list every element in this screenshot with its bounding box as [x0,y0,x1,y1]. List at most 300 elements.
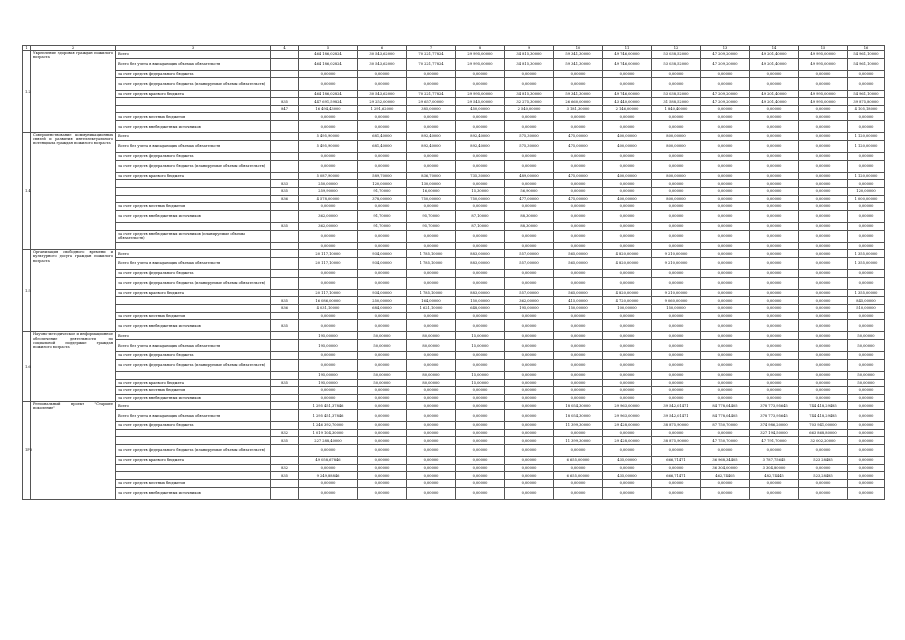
amount-cell: 750,00000 [456,195,505,203]
amount-cell: 0,00000 [652,379,701,387]
amount-cell: 800,00000 [652,140,701,152]
amount-cell: 0,00000 [750,340,799,352]
amount-cell: 29 995,00000 [456,90,505,98]
amount-cell: 892,40000 [407,133,456,141]
amount-cell: 0,00000 [799,372,848,380]
amount-cell: 0,00000 [554,359,603,371]
amount-cell: 0,00000 [750,222,799,230]
amount-cell: 15,00000 [456,332,505,340]
amount-cell: 0,00000 [652,78,701,90]
amount-cell: 0,00000 [701,270,750,278]
amount-cell: 1 785,10000 [407,250,456,258]
amount-cell: 0,00000 [701,133,750,141]
section-index-cell: 1.4 [23,133,31,250]
amount-cell: 0,00000 [358,409,407,421]
amount-cell: 0,00000 [848,153,885,161]
funding-source-cell: за счет средств краевого бюджета [116,379,271,387]
amount-cell: 0,00000 [652,277,701,289]
funding-source-cell: за счет средств краевого бюджета [116,90,271,98]
amount-cell: 0,00000 [750,230,799,242]
amount-cell: 0,00000 [750,320,799,332]
amount-cell: 0,00000 [652,153,701,161]
amount-cell: 0,00000 [750,242,799,250]
amount-cell: 0,00000 [456,402,505,410]
budget-code-cell [271,121,299,133]
amount-cell: 0,00000 [554,180,603,188]
amount-cell: 800,00000 [652,133,701,141]
amount-cell: 250,00000 [299,180,358,188]
amount-cell: 735,30000 [456,172,505,180]
table-row [23,203,885,211]
funding-source-cell: за счет средств краевого бюджета [116,172,271,180]
section-name-cell: Совершенствование коммуникационных связей и развития интеллектуального потенциала граждан пожилого возраста [31,133,116,250]
amount-cell: 0,00000 [358,487,407,499]
amount-cell: 565,00000 [554,250,603,258]
amount-cell: 0,00000 [554,113,603,121]
amount-cell: 0,00000 [603,222,652,230]
budget-code-cell [271,402,299,410]
amount-cell: 1 120,00000 [848,140,885,152]
amount-cell: 2 146,00000 [603,105,652,113]
amount-cell: 883,00000 [456,289,505,297]
amount-cell: 464 186,02824 [299,90,358,98]
amount-cell: 934,00000 [358,250,407,258]
amount-cell: 0,00000 [652,203,701,211]
amount-cell: 0,00000 [750,359,799,371]
funding-source-cell: Всего без учета в выпадающих объемах обязательств [116,257,271,269]
amount-cell: 0,00000 [701,429,750,437]
amount-cell: 0,00000 [505,121,554,133]
funding-source-cell: за счет средств федерального бюджета [116,422,271,430]
amount-cell: 0,00000 [358,422,407,430]
amount-cell: 0,00000 [554,320,603,332]
budget-code-cell [271,172,299,180]
funding-source-cell: за счет средств внебюджетных источников [116,121,271,133]
funding-source-cell: за счет средств местных бюджетов [116,312,271,320]
amount-cell: 0,00000 [701,289,750,297]
amount-cell: 0,00000 [358,394,407,402]
amount-cell: 0,00000 [799,250,848,258]
amount-cell: 1 785,10000 [407,289,456,297]
budget-code-cell [271,160,299,172]
amount-cell: 0,00000 [799,479,848,487]
section-index-cell: 1.5 [23,250,31,332]
amount-cell: 415,00000 [554,297,603,305]
amount-cell: 0,00000 [407,387,456,395]
amount-cell: 0,00000 [456,180,505,188]
amount-cell: 49 201,40000 [750,90,799,98]
amount-cell: 0,00000 [299,387,358,395]
budget-code-cell [271,487,299,499]
table-row [23,250,885,258]
amount-cell: 565,00000 [554,257,603,269]
amount-cell: 0,00000 [407,121,456,133]
amount-cell: 0,00000 [799,332,848,340]
amount-cell: 88,30000 [505,222,554,230]
amount-cell: 0,00000 [456,472,505,480]
amount-cell: 0,00000 [505,320,554,332]
budget-code-cell: 836 [271,195,299,203]
amount-cell: 0,00000 [456,242,505,250]
amount-cell: 0,00000 [750,160,799,172]
amount-cell: 0,00000 [652,222,701,230]
amount-cell: 0,00000 [554,340,603,352]
amount-cell: 47 791,70000 [750,437,799,445]
amount-cell: 0,00000 [750,78,799,90]
budget-code-cell [271,90,299,98]
amount-cell: 0,00000 [603,242,652,250]
amount-cell: 0,00000 [358,242,407,250]
amount-cell: 50,00000 [848,340,885,352]
amount-cell: 0,00000 [799,121,848,133]
amount-cell: 0,00000 [652,312,701,320]
amount-cell: 0,00000 [407,479,456,487]
amount-cell: 70 221,77824 [407,58,456,70]
amount-cell: 0,00000 [603,320,652,332]
table-row [23,379,885,387]
amount-cell: 0,00000 [750,352,799,360]
amount-cell: 0,00000 [358,464,407,472]
amount-cell: 0,00000 [358,312,407,320]
amount-cell: 84 778,04405 [701,409,750,421]
funding-source-cell [116,372,271,380]
amount-cell: 0,00000 [848,78,885,90]
amount-cell: 0,00000 [799,172,848,180]
budget-code-cell [271,242,299,250]
amount-cell: 0,00000 [701,121,750,133]
amount-cell: 0,00000 [407,464,456,472]
amount-cell: 1 355,00000 [848,257,885,269]
amount-cell: 259,90000 [299,187,358,195]
amount-cell: 0,00000 [701,153,750,161]
funding-source-cell [116,98,271,106]
amount-cell: 0,00000 [505,379,554,387]
amount-cell: 557,00000 [505,289,554,297]
column-number-cell: 6 [358,46,407,51]
amount-cell: 0,00000 [848,352,885,360]
column-number-cell: 11 [603,46,652,51]
amount-cell: 0,00000 [358,277,407,289]
amount-cell: 0,00000 [505,352,554,360]
amount-cell: 892,40000 [407,140,456,152]
budget-code-cell [271,210,299,222]
amount-cell: 0,00000 [603,180,652,188]
budget-code-cell [271,133,299,141]
amount-cell: 0,00000 [848,409,885,421]
amount-cell: 0,00000 [505,487,554,499]
amount-cell: 9 210,00000 [652,289,701,297]
amount-cell: 49 746,00000 [603,51,652,59]
amount-cell: 477,00000 [505,195,554,203]
amount-cell: 0,00000 [603,387,652,395]
budget-code-cell: 835 [271,320,299,332]
amount-cell: 5 495,90000 [299,140,358,152]
budget-code-cell [271,409,299,421]
amount-cell: 0,00000 [799,203,848,211]
amount-cell: 0,00000 [554,479,603,487]
table-row [23,230,885,242]
amount-cell: 0,00000 [701,160,750,172]
table-row [23,372,885,380]
amount-cell: 59 341,30000 [554,51,603,59]
amount-cell: 0,00000 [750,289,799,297]
amount-cell: 34 815,30000 [505,58,554,70]
amount-cell: 385,00000 [407,105,456,113]
amount-cell: 0,00000 [701,222,750,230]
amount-cell: 59 341,30000 [554,58,603,70]
amount-cell: 0,00000 [505,270,554,278]
amount-cell: 9 210,00000 [652,257,701,269]
funding-source-cell: за счет средств местных бюджетов [116,203,271,211]
amount-cell: 15,00000 [456,340,505,352]
amount-cell: 0,00000 [799,153,848,161]
amount-cell: 4 720,00000 [603,297,652,305]
amount-cell: 50,00000 [358,340,407,352]
amount-cell: 0,00000 [652,429,701,437]
amount-cell: 362,00000 [505,297,554,305]
amount-cell: 800,00000 [652,195,701,203]
amount-cell: 1 295 451,37846 [299,402,358,410]
amount-cell: 0,00000 [652,352,701,360]
amount-cell: 0,00000 [603,352,652,360]
amount-cell: 0,00000 [603,359,652,371]
amount-cell: 47 209,20000 [701,51,750,59]
budget-code-cell [271,153,299,161]
amount-cell: 0,00000 [799,289,848,297]
amount-cell: 50,00000 [848,332,885,340]
amount-cell: 0,00000 [652,230,701,242]
amount-cell: 3 304,80000 [750,464,799,472]
amount-cell: 88,30000 [505,210,554,222]
amount-cell: 447 691,59824 [299,98,358,106]
amount-cell: 482,74445 [750,472,799,480]
amount-cell: 744 418,29485 [799,409,848,421]
amount-cell: 0,00000 [603,121,652,133]
amount-cell: 0,00000 [603,153,652,161]
section-name-cell: Организация свободного времени и культурного досуга граждан пожилого возраста [31,250,116,332]
amount-cell: 0,00000 [456,230,505,242]
amount-cell: 0,00000 [652,487,701,499]
amount-cell: 703 941,00000 [799,422,848,430]
amount-cell: 0,00000 [848,464,885,472]
amount-cell: 0,00000 [407,70,456,78]
amount-cell: 91,70000 [358,210,407,222]
amount-cell: 0,00000 [701,332,750,340]
amount-cell: 0,00000 [799,187,848,195]
budget-code-cell: 847 [271,105,299,113]
amount-cell: 0,00000 [456,160,505,172]
amount-cell: 0,00000 [554,153,603,161]
amount-cell: 681,40000 [358,140,407,152]
amount-cell: 0,00000 [358,121,407,133]
amount-cell: 26 660,00000 [554,98,603,106]
amount-cell: 362,00000 [299,222,358,230]
table-row [23,312,885,320]
amount-cell: 0,00000 [358,479,407,487]
amount-cell: 0,00000 [799,105,848,113]
funding-source-cell [116,195,271,203]
table-row [23,332,885,340]
column-number-cell: 3 [116,46,271,51]
amount-cell: 9 210,00000 [652,250,701,258]
amount-cell: 0,00000 [750,394,799,402]
funding-source-cell [116,305,271,313]
amount-cell: 0,00000 [505,402,554,410]
amount-cell: 0,00000 [701,195,750,203]
amount-cell: 29 428,00000 [603,437,652,445]
amount-cell: 800,00000 [652,172,701,180]
amount-cell: 0,00000 [554,230,603,242]
amount-cell: 378 773,95645 [750,409,799,421]
amount-cell: 0,00000 [750,270,799,278]
amount-cell: 0,00000 [701,305,750,313]
amount-cell: 18 054,30000 [554,409,603,421]
column-number-cell: 1 [23,46,31,51]
amount-cell: 0,00000 [603,394,652,402]
amount-cell: 3 181,30000 [554,105,603,113]
table-row [23,320,885,332]
amount-cell: 0,00000 [701,140,750,152]
amount-cell: 1 840,40000 [652,105,701,113]
amount-cell: 362,00000 [299,210,358,222]
amount-cell: 0,00000 [407,457,456,465]
amount-cell: 0,00000 [299,242,358,250]
budget-code-cell [271,257,299,269]
amount-cell: 49 995,00000 [799,98,848,106]
amount-cell: 50,00000 [358,379,407,387]
amount-cell: 0,00000 [701,187,750,195]
amount-cell: 1 355,00000 [848,250,885,258]
amount-cell: 489,00000 [505,172,554,180]
amount-cell: 0,00000 [603,187,652,195]
amount-cell: 0,00000 [701,105,750,113]
amount-cell: 43 440,00000 [603,98,652,106]
amount-cell: 0,00000 [358,444,407,456]
amount-cell: 0,00000 [456,394,505,402]
amount-cell: 0,00000 [701,379,750,387]
amount-cell: 0,00000 [848,479,885,487]
amount-cell: 744 418,29485 [799,402,848,410]
amount-cell: 0,00000 [799,133,848,141]
amount-cell: 934,00000 [358,257,407,269]
amount-cell: 400,00000 [603,133,652,141]
amount-cell: 0,00000 [750,372,799,380]
amount-cell: 0,00000 [799,257,848,269]
amount-cell: 0,00000 [603,464,652,472]
amount-cell: 0,00000 [456,422,505,430]
amount-cell: 0,00000 [750,187,799,195]
table-body [23,46,885,500]
amount-cell: 0,00000 [750,203,799,211]
amount-cell: 0,00000 [848,422,885,430]
amount-cell: 0,00000 [701,210,750,222]
table-row [23,305,885,313]
amount-cell: 130,00000 [407,180,456,188]
amount-cell: 0,00000 [701,70,750,78]
funding-source-cell: за счет средств федерального бюджета (планируемые объемы обязательств) [116,444,271,456]
amount-cell: 0,00000 [799,210,848,222]
funding-source-cell [116,464,271,472]
amount-cell: 0,00000 [554,429,603,437]
amount-cell: 0,00000 [299,270,358,278]
amount-cell: 1 291,62000 [358,105,407,113]
amount-cell: 0,00000 [799,387,848,395]
amount-cell: 0,00000 [848,270,885,278]
amount-cell: 36 968,34405 [701,457,750,465]
amount-cell: 16 494,43000 [299,105,358,113]
amount-cell: 34 815,30000 [505,90,554,98]
amount-cell: 0,00000 [701,78,750,90]
budget-code-cell [271,58,299,70]
amount-cell: 0,00000 [456,409,505,421]
amount-cell: 0,00000 [701,277,750,289]
amount-cell: 0,00000 [505,113,554,121]
amount-cell: 80,00000 [407,379,456,387]
amount-cell: 883,00000 [456,250,505,258]
amount-cell: 150,00000 [554,305,603,313]
amount-cell: 0,00000 [603,429,652,437]
table-row [23,70,885,78]
amount-cell: 0,00000 [652,270,701,278]
amount-cell: 32 275,30000 [505,98,554,106]
amount-cell: 1 000,00000 [848,195,885,203]
table-row [23,444,885,456]
table-row [23,472,885,480]
amount-cell: 36 304,00000 [701,464,750,472]
funding-source-cell: Всего без учета в выпадающих объемах обязательств [116,409,271,421]
amount-cell: 435,00000 [603,457,652,465]
table-row [23,113,885,121]
table-row [23,457,885,465]
amount-cell: 0,00000 [299,230,358,242]
amount-cell: 0,00000 [848,359,885,371]
column-number-cell: 5 [299,46,358,51]
amount-cell: 0,00000 [456,121,505,133]
amount-cell: 0,00000 [299,359,358,371]
amount-cell: 59 341,30000 [554,90,603,98]
amount-cell: 54 961,10000 [848,51,885,59]
amount-cell: 0,00000 [358,230,407,242]
amount-cell: 0,00000 [358,402,407,410]
amount-cell: 195,00000 [299,372,358,380]
funding-source-cell [116,429,271,437]
amount-cell: 120,00000 [848,187,885,195]
amount-cell: 0,00000 [358,78,407,90]
amount-cell: 70 221,77824 [407,51,456,59]
amount-cell: 0,00000 [799,160,848,172]
amount-cell: 400,00000 [603,140,652,152]
funding-source-cell: за счет средств федерального бюджета (планируемые объемы обязательств) [116,78,271,90]
table-row [23,257,885,269]
funding-source-cell: за счет средств внебюджетных источников [116,320,271,332]
table-row [23,340,885,352]
amount-cell: 0,00000 [603,160,652,172]
amount-cell: 0,00000 [358,153,407,161]
amount-cell: 100,00000 [603,305,652,313]
amount-cell: 49 746,00000 [603,58,652,70]
table-row [23,437,885,445]
amount-cell: 0,00000 [652,113,701,121]
budget-code-cell [271,277,299,289]
funding-source-cell [116,437,271,445]
amount-cell: 374 986,20000 [750,422,799,430]
amount-cell: 0,00000 [505,472,554,480]
table-row [23,195,885,203]
amount-cell: 80,00000 [407,372,456,380]
amount-cell: 0,00000 [848,203,885,211]
amount-cell: 0,00000 [456,464,505,472]
amount-cell: 1 246 392,70000 [299,422,358,430]
